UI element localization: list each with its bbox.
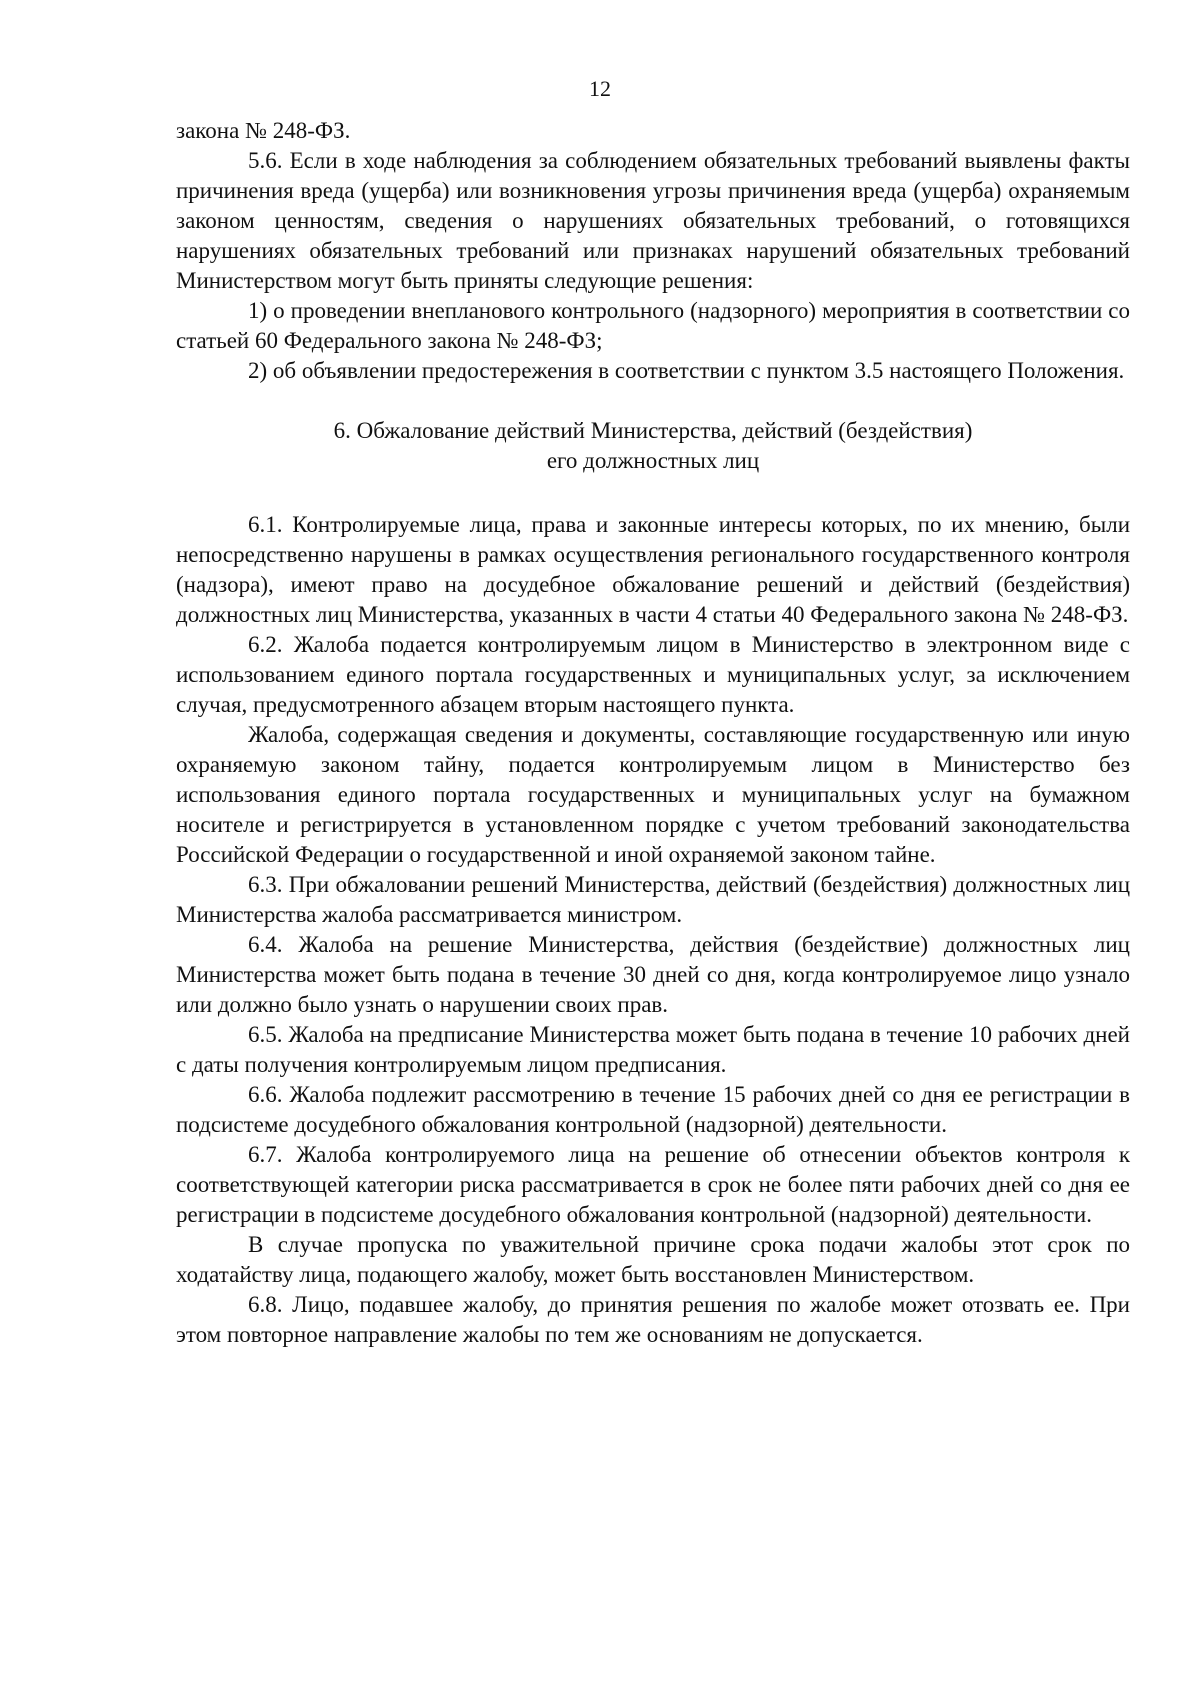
list-item-1: 1) о проведении внепланового контрольного (надзорного) мероприятия в соответствии со статьей 60 Федерального закона № 248-ФЗ; [176, 298, 1130, 353]
section-heading-line1: 6. Обжалование действий Министерства, действий (бездействия) [333, 418, 973, 443]
spacer [176, 476, 1130, 510]
paragraph-6-2: 6.2. Жалоба подается контролируемым лицом в Министерство в электронном виде с использованием единого портала государственных и муниципальных услуг, за исключением случая, предусмотренного абзацем вторым настоящего пункта. [176, 632, 1130, 717]
paragraph-6-1: 6.1. Контролируемые лица, права и законные интересы которых, по их мнению, были непосредственно нарушены в рамках осуществления регионального государственного контроля (надзора), имеют право на досудебное обжалование решений и действий (бездействия) должностных лиц Министерства, указанных в части 4 статьи 40 Федерального закона № 248-ФЗ. [176, 512, 1130, 627]
paragraph-6-8: 6.8. Лицо, подавшее жалобу, до принятия решения по жалобе может отозвать ее. При этом повторное направление жалобы по тем же основаниям не допускается. [176, 1292, 1130, 1347]
page-number: 12 [589, 76, 611, 101]
paragraph-6-6: 6.6. Жалоба подлежит рассмотрению в течение 15 рабочих дней со дня ее регистрации в подсистеме досудебного обжалования контрольной (надзорной) деятельности. [176, 1082, 1130, 1137]
paragraph-6-7-second: В случае пропуска по уважительной причине срока подачи жалобы этот срок по ходатайству лица, подающего жалобу, может быть восстановлен Министерством. [176, 1232, 1130, 1287]
paragraph-6-5: 6.5. Жалоба на предписание Министерства может быть подана в течение 10 рабочих дней с даты получения контролируемым лицом предписания. [176, 1022, 1130, 1077]
paragraph-continuation: закона № 248-ФЗ. [176, 118, 351, 143]
paragraph-6-4: 6.4. Жалоба на решение Министерства, действия (бездействие) должностных лиц Министерства может быть подана в течение 30 дней со дня, когда контролируемое лицо узнало или должно было узнать о нарушении своих прав. [176, 932, 1130, 1017]
section-heading-line2: его должностных лиц [546, 448, 760, 473]
spacer [176, 386, 1130, 416]
paragraph-6-2-second: Жалоба, содержащая сведения и документы, составляющие государственную или иную охраняемую законом тайну, подается контролируемым лицом в Министерство без использования единого портала государственных и муниципальных услуг на бумажном носителе и регистрируется в установленном порядке с учетом требований законодательства Российской Федерации о государственной и иной охраняемой законом тайне. [176, 722, 1130, 867]
paragraph-6-3: 6.3. При обжаловании решений Министерства, действий (бездействия) должностных лиц Министерства жалоба рассматривается министром. [176, 872, 1130, 927]
paragraph-5-6: 5.6. Если в ходе наблюдения за соблюдением обязательных требований выявлены факты причинения вреда (ущерба) или возникновения угрозы причинения вреда (ущерба) охраняемым законом ценностям, сведения о нарушениях обязательных требований, о готовящихся нарушениях обязательных требований или признаках нарушений обязательных требований Министерством могут быть приняты следующие решения: [176, 148, 1130, 293]
document-body [176, 116, 1130, 1350]
list-item-2: 2) об объявлении предостережения в соответствии с пунктом 3.5 настоящего Положения. [248, 358, 1125, 383]
paragraph-6-7: 6.7. Жалоба контролируемого лица на решение об отнесении объектов контроля к соответствующей категории риска рассматривается в срок не более пяти рабочих дней со дня ее регистрации в подсистеме досудебного обжалования контрольной (надзорной) деятельности. [176, 1142, 1130, 1227]
